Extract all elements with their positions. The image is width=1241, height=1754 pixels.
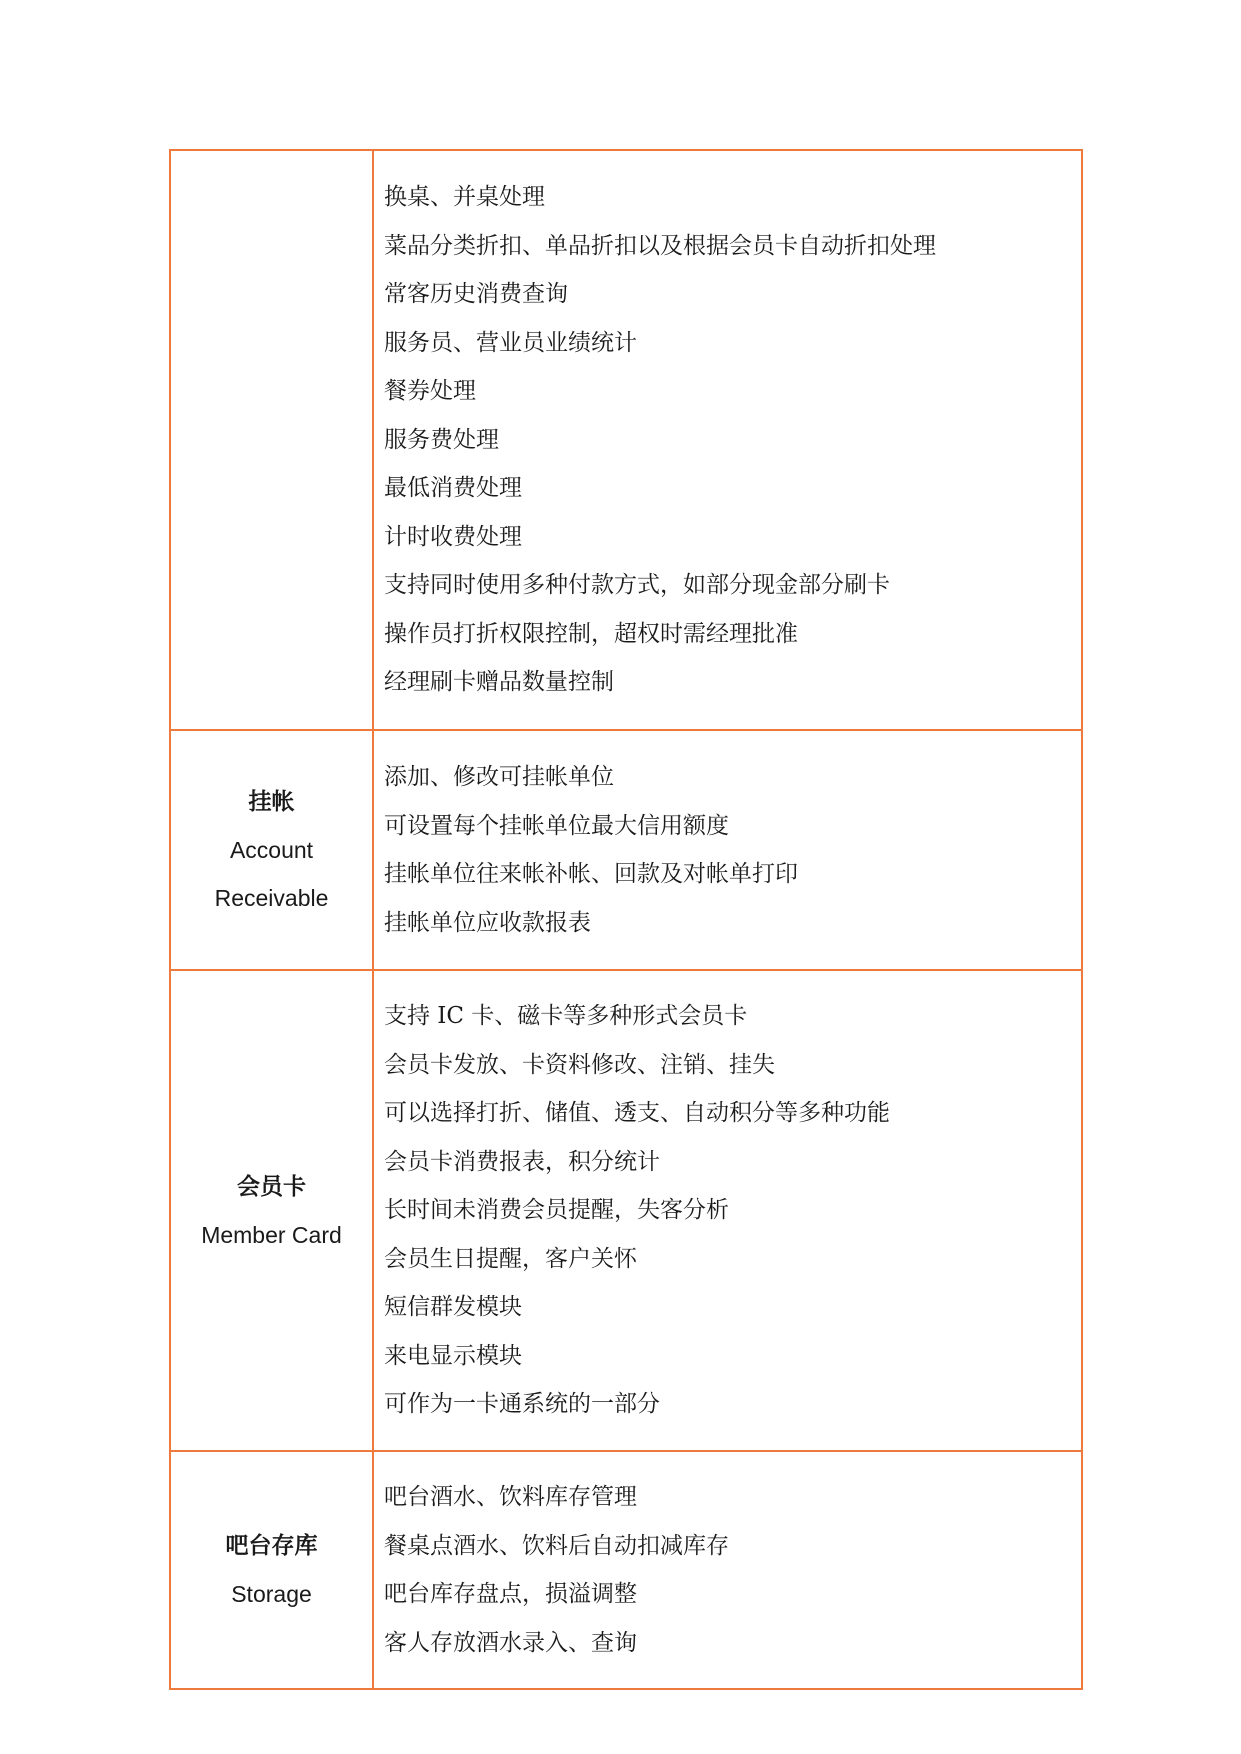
list-item: 会员卡发放、卡资料修改、注销、挂失: [384, 1051, 775, 1078]
items-cell: [373, 1451, 1082, 1689]
list-item: 吧台库存盘点，损溢调整: [384, 1581, 637, 1607]
table-row: [170, 150, 1082, 730]
table-row: [170, 1451, 1082, 1689]
list-item: 服务员、营业员业绩统计: [384, 329, 637, 356]
list-item: 挂帐单位应收款报表: [384, 909, 591, 936]
feature-list: [384, 1473, 1071, 1667]
feature-table: [169, 149, 1083, 1690]
category-title-en: Storage: [231, 1581, 312, 1607]
list-item: 常客历史消费查询: [384, 281, 568, 308]
list-item: 客人存放酒水录入、查询: [384, 1629, 637, 1656]
category-title-en: Member Card: [201, 1221, 342, 1248]
feature-list: [384, 992, 1071, 1429]
list-item: 长时间未消费会员提醒，失客分析: [384, 1197, 729, 1224]
list-item: 操作员打折权限控制，超权时需经理批准: [384, 620, 798, 647]
category-title-cn: 吧台存库: [225, 1533, 318, 1559]
table-row: [170, 730, 1082, 970]
list-item: 支持 IC 卡、磁卡等多种形式会员卡: [384, 1003, 748, 1030]
list-item: 换桌、并桌处理: [384, 184, 545, 211]
list-item: 计时收费处理: [384, 523, 522, 550]
list-item: 添加、修改可挂帐单位: [384, 764, 614, 790]
list-item: 可设置每个挂帐单位最大信用额度: [384, 812, 729, 839]
feature-list: [384, 173, 1071, 707]
category-title-en: Account: [229, 837, 314, 863]
category-cell: [170, 1451, 373, 1689]
list-item: 可以选择打折、储值、透支、自动积分等多种功能: [384, 1100, 890, 1127]
items-cell: [373, 150, 1082, 730]
list-item: 餐桌点酒水、饮料后自动扣减库存: [384, 1532, 729, 1559]
list-item: 来电显示模块: [384, 1342, 522, 1369]
list-item: 服务费处理: [384, 426, 499, 453]
feature-list: [384, 753, 1071, 947]
list-item: 支持同时使用多种付款方式，如部分现金部分刷卡: [384, 572, 890, 599]
list-item: 菜品分类折扣、单品折扣以及根据会员卡自动折扣处理: [384, 232, 936, 259]
list-item: 可作为一卡通系统的一部分: [384, 1391, 660, 1418]
list-item: 短信群发模块: [384, 1294, 522, 1321]
list-item: 经理刷卡赠品数量控制: [384, 669, 614, 696]
category-title-cn: 挂帐: [248, 789, 295, 815]
items-cell: [373, 970, 1082, 1451]
list-item: 餐券处理: [384, 378, 476, 405]
category-cell: [170, 150, 373, 730]
table-row: [170, 970, 1082, 1451]
category-cell: [170, 730, 373, 970]
list-item: 会员生日提醒，客户关怀: [384, 1245, 637, 1272]
list-item: 会员卡消费报表，积分统计: [384, 1148, 660, 1175]
category-title-en: Receivable: [214, 885, 329, 911]
category-cell: [170, 970, 373, 1451]
items-cell: [373, 730, 1082, 970]
list-item: 吧台酒水、饮料库存管理: [384, 1484, 637, 1510]
category-title-cn: 会员卡: [237, 1173, 306, 1200]
list-item: 最低消费处理: [384, 475, 522, 502]
list-item: 挂帐单位往来帐补帐、回款及对帐单打印: [384, 861, 798, 887]
